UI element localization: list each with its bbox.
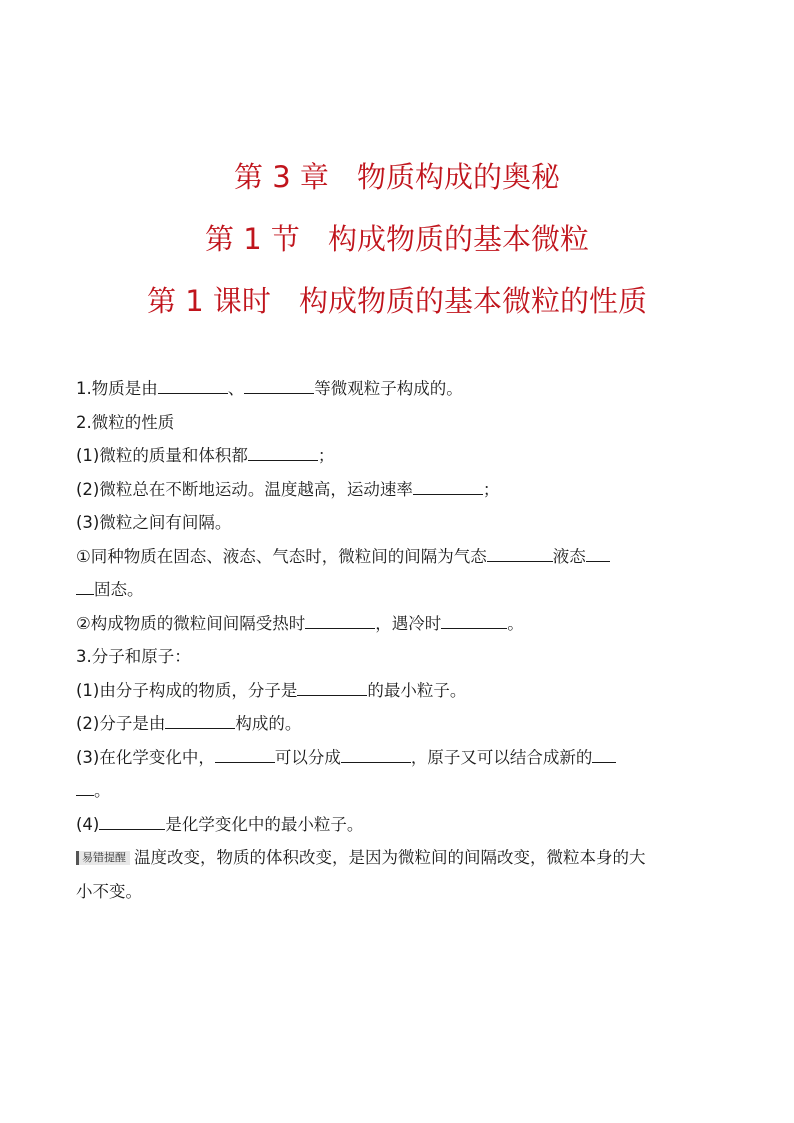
fill-blank[interactable] bbox=[165, 712, 235, 729]
fill-blank[interactable] bbox=[244, 377, 314, 394]
question-3-3: (3)在化学变化中， 可以分成 ，原子又可以结合成新的 bbox=[76, 741, 720, 775]
lesson-title bbox=[0, 270, 794, 332]
question-2-3-1-cont: 固态。 bbox=[76, 573, 720, 607]
question-2-2: (2)微粒总在不断地运动。温度越高，运动速率 ； bbox=[76, 479, 500, 499]
question-3-3-cont: 。 bbox=[76, 774, 720, 808]
tip-badge: 易错提醒 bbox=[76, 851, 130, 865]
question-2-heading: 2.微粒的性质 bbox=[76, 412, 175, 432]
fill-blank[interactable] bbox=[297, 679, 367, 696]
section-title bbox=[0, 208, 794, 270]
section-name: 构成物质的基本微粒 bbox=[327, 222, 589, 256]
chapter-name: 物质构成的奥秘 bbox=[356, 160, 560, 194]
fill-blank[interactable] bbox=[158, 377, 228, 394]
fill-blank[interactable] bbox=[592, 746, 616, 763]
fill-blank[interactable] bbox=[248, 444, 318, 461]
question-1: 1.物质是由 、 等微观粒子构成的。 bbox=[76, 379, 463, 398]
exercise-content bbox=[76, 372, 720, 908]
lesson-name: 构成物质的基本微粒的性质 bbox=[298, 284, 647, 318]
fill-blank[interactable] bbox=[487, 545, 553, 562]
section-number: 第 1 节 bbox=[205, 222, 300, 256]
tip-text-cont: 小不变。 bbox=[76, 881, 142, 901]
fill-blank[interactable] bbox=[305, 612, 375, 629]
title-block bbox=[0, 146, 794, 332]
chapter-number: 第 3 章 bbox=[234, 160, 329, 194]
question-3-4: (4) 是化学变化中的最小粒子。 bbox=[76, 814, 364, 834]
fill-blank[interactable] bbox=[341, 746, 411, 763]
question-2-3: (3)微粒之间有间隔。 bbox=[76, 513, 232, 532]
question-2-1: (1)微粒的质量和体积都 ； bbox=[76, 446, 335, 465]
fill-blank[interactable] bbox=[76, 578, 94, 595]
question-3-1: (1)由分子构成的物质，分子是 的最小粒子。 bbox=[76, 680, 467, 700]
question-3-heading: 3.分子和原子： bbox=[76, 647, 191, 666]
fill-blank[interactable] bbox=[413, 478, 483, 495]
question-2-3-1: ①同种物质在固态、液态、气态时，微粒间的间隔为气态 液态 bbox=[76, 540, 720, 574]
tip-line-2 bbox=[76, 875, 720, 909]
chapter-title bbox=[0, 146, 794, 208]
fill-blank[interactable] bbox=[76, 779, 94, 796]
fill-blank[interactable] bbox=[99, 813, 165, 830]
fill-blank[interactable] bbox=[441, 612, 507, 629]
question-2-3-2: ②构成物质的微粒间间隔受热时 ，遇冷时 。 bbox=[76, 613, 524, 633]
question-3-2: (2)分子是由 构成的。 bbox=[76, 714, 302, 733]
tip-text: 温度改变，物质的体积改变，是因为微粒间的间隔改变，微粒本身的大 bbox=[134, 848, 646, 867]
fill-blank[interactable] bbox=[586, 545, 610, 562]
lesson-number: 第 1 课时 bbox=[147, 284, 271, 318]
fill-blank[interactable] bbox=[215, 746, 275, 763]
tip-line-1 bbox=[76, 841, 720, 875]
